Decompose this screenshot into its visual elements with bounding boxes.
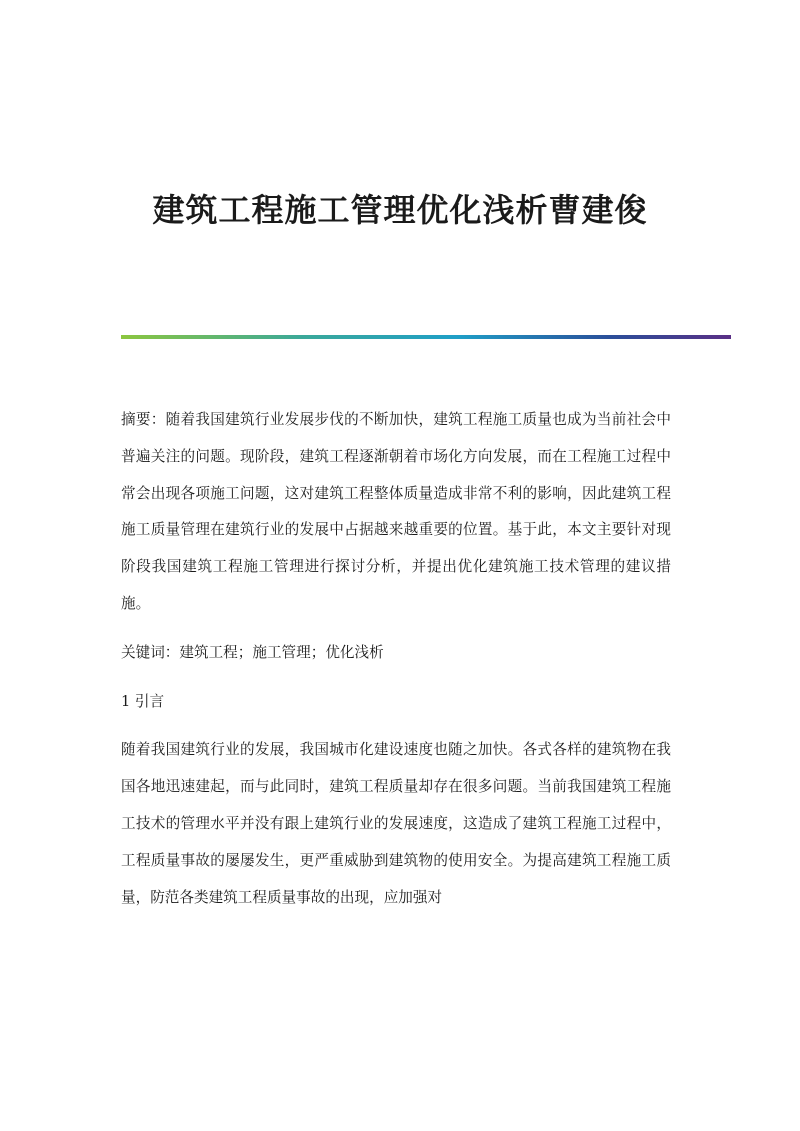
document-body (121, 402, 671, 916)
gradient-divider (121, 335, 731, 339)
keywords-line (121, 635, 671, 672)
intro-paragraph: 随着我国建筑行业的发展，我国城市化建设速度也随之加快。各式各样的建筑物在我国各地迅速建起，而与此同时，建筑工程质量却存在很多问题。当前我国建筑工程施工技术的管理水平并没有跟上建筑行业的发展速度，这造成了建筑工程施工过程中，工程质量事故的屡屡发生，更严重威胁到建筑物的使用安全。为提高建筑工程施工质量，防范各类建筑工程质量事故的出现，应加强对 (121, 741, 671, 906)
keywords-text: 建筑工程；施工管理；优化浅析 (179, 643, 384, 661)
abstract-label: 摘要： (121, 411, 166, 428)
document-title: 建筑工程施工管理优化浅析曹建俊 (152, 191, 648, 229)
section-heading: 1 引言 (121, 692, 165, 710)
abstract-paragraph (121, 402, 671, 623)
abstract-text: 随着我国建筑行业发展步伐的不断加快，建筑工程施工质量也成为当前社会中普遍关注的问题。现阶段，建筑工程逐渐朝着市场化方向发展，而在工程施工过程中常会出现各项施工问题，这对建筑工程整体质量造成非常不利的影响，因此建筑工程施工质量管理在建筑行业的发展中占据越来越重要的位置。基于此，本文主要针对现阶段我国建筑工程施工管理进行探讨分析，并提出优化建筑施工技术管理的建议措施。 (121, 411, 671, 612)
keywords-label: 关键词： (121, 643, 180, 661)
